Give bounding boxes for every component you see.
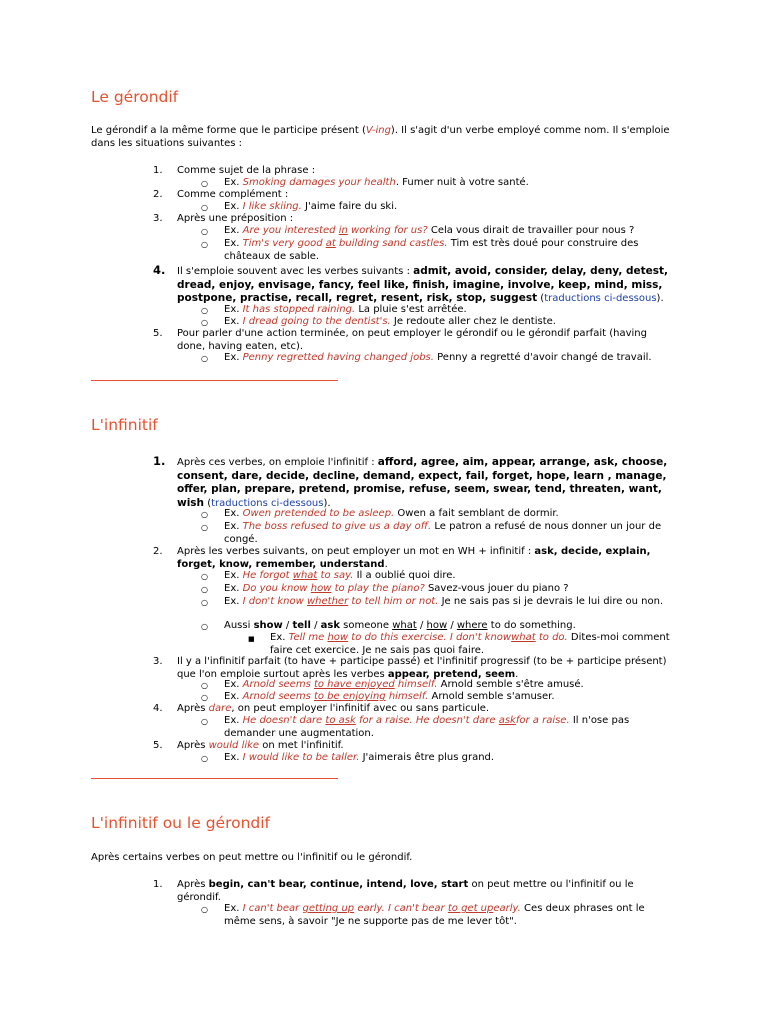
ex-label: Ex.: [224, 521, 240, 532]
example-en: Smoking damages your health: [242, 177, 396, 188]
item-text: .: [384, 558, 388, 570]
section-title-gerondif: Le gérondif: [91, 88, 179, 106]
ex-label: Ex.: [270, 632, 286, 643]
example-underlined: to have enjoyed: [313, 679, 395, 690]
example-en: I like skiing.: [242, 201, 302, 212]
example-line: [224, 521, 670, 546]
both-intro: Après certains verbes on peut mettre ou l'infinitif ou le gérondif.: [91, 852, 413, 863]
example-fr: Owen a fait semblant de dormir.: [394, 508, 559, 519]
ex-label: Ex.: [224, 225, 240, 236]
example-en: for a raise. He doesn't dare: [355, 715, 499, 726]
circle-bullet-icon: ○: [201, 585, 208, 594]
item-text: someone: [340, 620, 393, 631]
example-line: [224, 679, 670, 692]
example-underlined: ask: [498, 715, 516, 726]
example-en: early.: [493, 903, 521, 914]
list-number: 1.: [153, 165, 163, 176]
circle-bullet-icon: ○: [201, 754, 208, 763]
example-en: working for us?: [347, 225, 428, 236]
circle-bullet-icon: ○: [201, 572, 208, 581]
example-underlined: to ask: [325, 715, 356, 726]
ex-label: Ex.: [224, 903, 240, 914]
verb-show: show: [253, 620, 283, 631]
example-en: Tell me: [288, 632, 328, 643]
circle-bullet-icon: ○: [201, 523, 208, 532]
list-number: 4.: [153, 703, 163, 714]
wh-how: how: [426, 620, 448, 631]
circle-bullet-icon: ○: [201, 905, 208, 914]
example-en: I would like to be taller.: [242, 752, 360, 763]
example-line: [224, 596, 670, 609]
example-line: [224, 225, 670, 238]
section-divider: [91, 380, 338, 381]
example-fr: Penny a regretté d'avoir changé de travail.: [433, 352, 652, 363]
example-en: to say.: [317, 570, 354, 581]
separator: /: [310, 620, 321, 631]
list-item-text: Pour parler d'une action terminée, on peut employer le gérondif ou le gérondif parfait (having done, having eaten, etc).: [177, 328, 647, 352]
intro-text: Le gérondif a la même forme que le participe présent (: [91, 125, 366, 136]
example-fr: Je ne sais pas si je devrais le lui dire ou non.: [438, 596, 664, 607]
example-en: to do this exercise. I don't know: [348, 632, 512, 643]
circle-bullet-icon: ○: [201, 318, 208, 327]
list-item-text: [177, 546, 677, 571]
section-title-infinitif: L'infinitif: [91, 416, 158, 434]
list-item-text: [177, 740, 677, 753]
circle-bullet-icon: ○: [201, 622, 208, 631]
verb-list: appear, pretend, seem: [387, 668, 516, 680]
list-item-text: [177, 703, 677, 716]
wh-what: what: [392, 620, 417, 631]
item-text: to do something.: [487, 620, 576, 631]
example-en: to play the piano?: [331, 583, 425, 594]
example-en: building sand castles.: [335, 238, 448, 249]
example-en: I dread going to the dentist's.: [242, 316, 391, 327]
example-line: [224, 508, 670, 521]
example-line: [224, 201, 670, 214]
ex-label: Ex.: [224, 752, 240, 763]
verb-list: begin, can't bear, continue, intend, love, start: [208, 879, 469, 890]
ex-label: Ex.: [224, 583, 240, 594]
example-en: Are you interested: [242, 225, 339, 236]
item-text: Après: [177, 703, 209, 714]
ex-label: Ex.: [224, 316, 240, 327]
list-item-text: Comme sujet de la phrase :: [177, 165, 316, 176]
circle-bullet-icon: ○: [201, 510, 208, 519]
example-line: [224, 715, 670, 740]
example-line: [224, 304, 670, 317]
ex-label: Ex.: [224, 201, 240, 212]
ex-label: Ex.: [224, 570, 240, 581]
example-line: [224, 238, 670, 263]
list-item-text: [177, 879, 657, 904]
example-underlined: whether: [307, 596, 349, 607]
example-line: [224, 570, 670, 583]
ex-label: Ex.: [224, 304, 240, 315]
example-fr: J'aimerais être plus grand.: [359, 752, 495, 763]
example-fr: Je redoute aller chez le dentiste.: [390, 316, 556, 327]
intro-vi: V-ing: [365, 125, 391, 136]
example-en: The boss refused to give us a day off.: [242, 521, 432, 532]
list-item-text: Comme complément :: [177, 189, 289, 200]
circle-bullet-icon: ○: [201, 203, 208, 212]
example-fr: La pluie s'est arrêtée.: [355, 304, 467, 315]
example-en: Owen pretended to be asleep.: [242, 508, 395, 519]
example-fr: Arnold semble s'être amusé.: [437, 679, 584, 690]
example-en: He forgot: [242, 570, 293, 581]
example-fr: Il a oublié quoi dire.: [353, 570, 456, 581]
example-en: himself.: [394, 679, 438, 690]
circle-bullet-icon: ○: [201, 681, 208, 690]
example-fr: J'aime faire du ski.: [301, 201, 398, 212]
example-en: Penny regretted having changed jobs.: [242, 352, 434, 363]
ex-label: Ex.: [224, 177, 240, 188]
example-line: [224, 903, 670, 928]
example-en: Arnold seems: [242, 691, 314, 702]
square-bullet-icon: ■: [248, 635, 255, 643]
example-line: [224, 691, 670, 704]
ex-label: Ex.: [224, 715, 240, 726]
item-text: ).: [323, 497, 331, 509]
keyword-would-like: would like: [208, 740, 260, 751]
example-en: for a raise.: [515, 715, 570, 726]
gerondif-intro: [91, 124, 681, 150]
list-item-text: [177, 656, 667, 681]
verb-tell: tell: [292, 620, 311, 631]
translations-link[interactable]: traductions ci-dessous: [544, 293, 657, 304]
example-underlined: to be enjoying: [313, 691, 386, 702]
list-number: 5.: [153, 328, 163, 339]
verb-ask: ask: [320, 620, 340, 631]
circle-bullet-icon: ○: [201, 240, 208, 249]
ex-label: Ex.: [224, 352, 240, 363]
example-underlined: getting up: [302, 903, 355, 914]
item-text: Après: [177, 740, 209, 751]
item-text: Après ces verbes, on emploie l'infinitif :: [177, 457, 378, 468]
item-text: .: [515, 668, 519, 680]
example-fr: Dites-moi comment faire cet exercice. Je ne sais pas quoi faire.: [270, 632, 670, 656]
item-text: Il y a l'infinitif parfait (to have + participe passé) et l'infinitif progressif (to be + participe présent) que l'on emploie surtout après les verbes: [177, 656, 667, 680]
example-fr: Ces deux phrases ont le même sens, à savoir "Je ne supporte pas de me lever tôt".: [224, 903, 645, 927]
example-en: to do.: [535, 632, 568, 643]
item-text: Après les verbes suivants, on peut employer un mot en WH + infinitif :: [177, 546, 535, 557]
circle-bullet-icon: ○: [201, 227, 208, 236]
wh-where: where: [456, 620, 488, 631]
item-text: Il s'emploie souvent avec les verbes suivants :: [177, 266, 414, 277]
verb-list: afford, agree, aim, appear, arrange, ask, choose, consent, dare, decide, decline, demand, expect, fail, forget, hope, learn , manage, offer, plan, prepare, pretend, promise, refuse, seem, swear, tend, threaten, want, wish: [177, 456, 668, 509]
ex-label: Ex.: [224, 691, 240, 702]
example-underlined: what: [511, 632, 536, 643]
translations-link[interactable]: traductions ci-dessous: [211, 497, 324, 509]
example-underlined: at: [325, 238, 336, 249]
example-en: early. I can't bear: [354, 903, 448, 914]
example-en: It has stopped raining.: [242, 304, 356, 315]
list-number: 2.: [153, 546, 163, 557]
item-text: on met l'infinitif.: [259, 740, 344, 751]
circle-bullet-icon: ○: [201, 354, 208, 363]
list-number: 5.: [153, 740, 163, 751]
example-fr: Tim est très doué pour construire des châteaux de sable.: [224, 238, 639, 262]
section-divider: [91, 778, 338, 779]
example-underlined: how: [327, 632, 349, 643]
example-line: [224, 352, 670, 365]
circle-bullet-icon: ○: [201, 179, 208, 188]
example-line: [224, 620, 670, 633]
item-text: , on peut employer l'infinitif avec ou sans particule.: [231, 703, 490, 714]
example-underlined: in: [338, 225, 348, 236]
example-fr: . Fumer nuit à votre santé.: [395, 177, 529, 188]
item-text: Après: [177, 879, 209, 890]
example-line: [224, 316, 670, 329]
ex-label: Ex.: [224, 238, 240, 249]
separator: /: [282, 620, 293, 631]
example-line: [224, 177, 670, 190]
separator: /: [447, 620, 457, 631]
list-number: 4.: [153, 263, 166, 277]
example-en: Tim's very good: [242, 238, 326, 249]
example-en: Arnold seems: [242, 679, 314, 690]
example-en: He doesn't dare: [242, 715, 326, 726]
verb-list: admit, avoid, consider, delay, deny, detest, dread, enjoy, envisage, fancy, feel like, finish, imagine, involve, keep, mind, miss, postpone, practise, recall, regret, resent, risk, stop, suggest: [177, 265, 669, 304]
example-fr: Cela vous dirait de travailler pour nous ?: [427, 225, 635, 236]
ex-label: Ex.: [224, 596, 240, 607]
list-number: 3.: [153, 656, 163, 667]
circle-bullet-icon: ○: [201, 717, 208, 726]
list-number: 2.: [153, 189, 163, 200]
list-item-text: [177, 265, 677, 306]
example-fr: Le patron a refusé de nous donner un jour de congé.: [224, 521, 662, 545]
list-item-text: [177, 456, 677, 510]
example-en: I don't know: [242, 596, 307, 607]
circle-bullet-icon: ○: [201, 693, 208, 702]
list-number: 1.: [153, 879, 163, 890]
item-text: on peut mettre ou l'infinitif ou le gérondif.: [177, 879, 634, 903]
example-fr: Savez-vous jouer du piano ?: [424, 583, 569, 594]
example-underlined: what: [292, 570, 318, 581]
example-fr: Il n'ose pas demander une augmentation.: [224, 715, 630, 739]
example-fr: Arnold semble s'amuser.: [428, 691, 555, 702]
list-item-text: Après une préposition :: [177, 213, 294, 224]
separator: /: [416, 620, 427, 631]
example-line: [224, 752, 670, 765]
example-underlined: how: [310, 583, 332, 594]
item-text: (: [204, 497, 212, 509]
ex-label: Ex.: [224, 508, 240, 519]
item-text: ).: [656, 293, 664, 304]
section-title-infinitif-ou-gerondif: L'infinitif ou le gérondif: [91, 814, 271, 832]
circle-bullet-icon: ○: [201, 306, 208, 315]
intro-text: ). Il s'agit d'un verbe employé comme nom. Il s'emploie dans les situations suivantes :: [91, 125, 670, 149]
list-number: 1.: [153, 454, 166, 468]
example-en: I can't bear: [242, 903, 303, 914]
example-en: himself.: [385, 691, 429, 702]
verb-list: ask, decide, explain, forget, know, remember, understand: [177, 546, 651, 570]
ex-label: Ex.: [224, 679, 240, 690]
example-line: [270, 632, 670, 657]
example-en: Do you know: [242, 583, 311, 594]
keyword-dare: dare: [208, 703, 232, 714]
example-underlined: to get up: [447, 903, 494, 914]
circle-bullet-icon: ○: [201, 598, 208, 607]
example-line: [224, 583, 670, 596]
item-text: Aussi: [224, 620, 254, 631]
list-number: 3.: [153, 213, 163, 224]
item-text: (: [537, 293, 545, 304]
example-en: to tell him or not.: [348, 596, 439, 607]
